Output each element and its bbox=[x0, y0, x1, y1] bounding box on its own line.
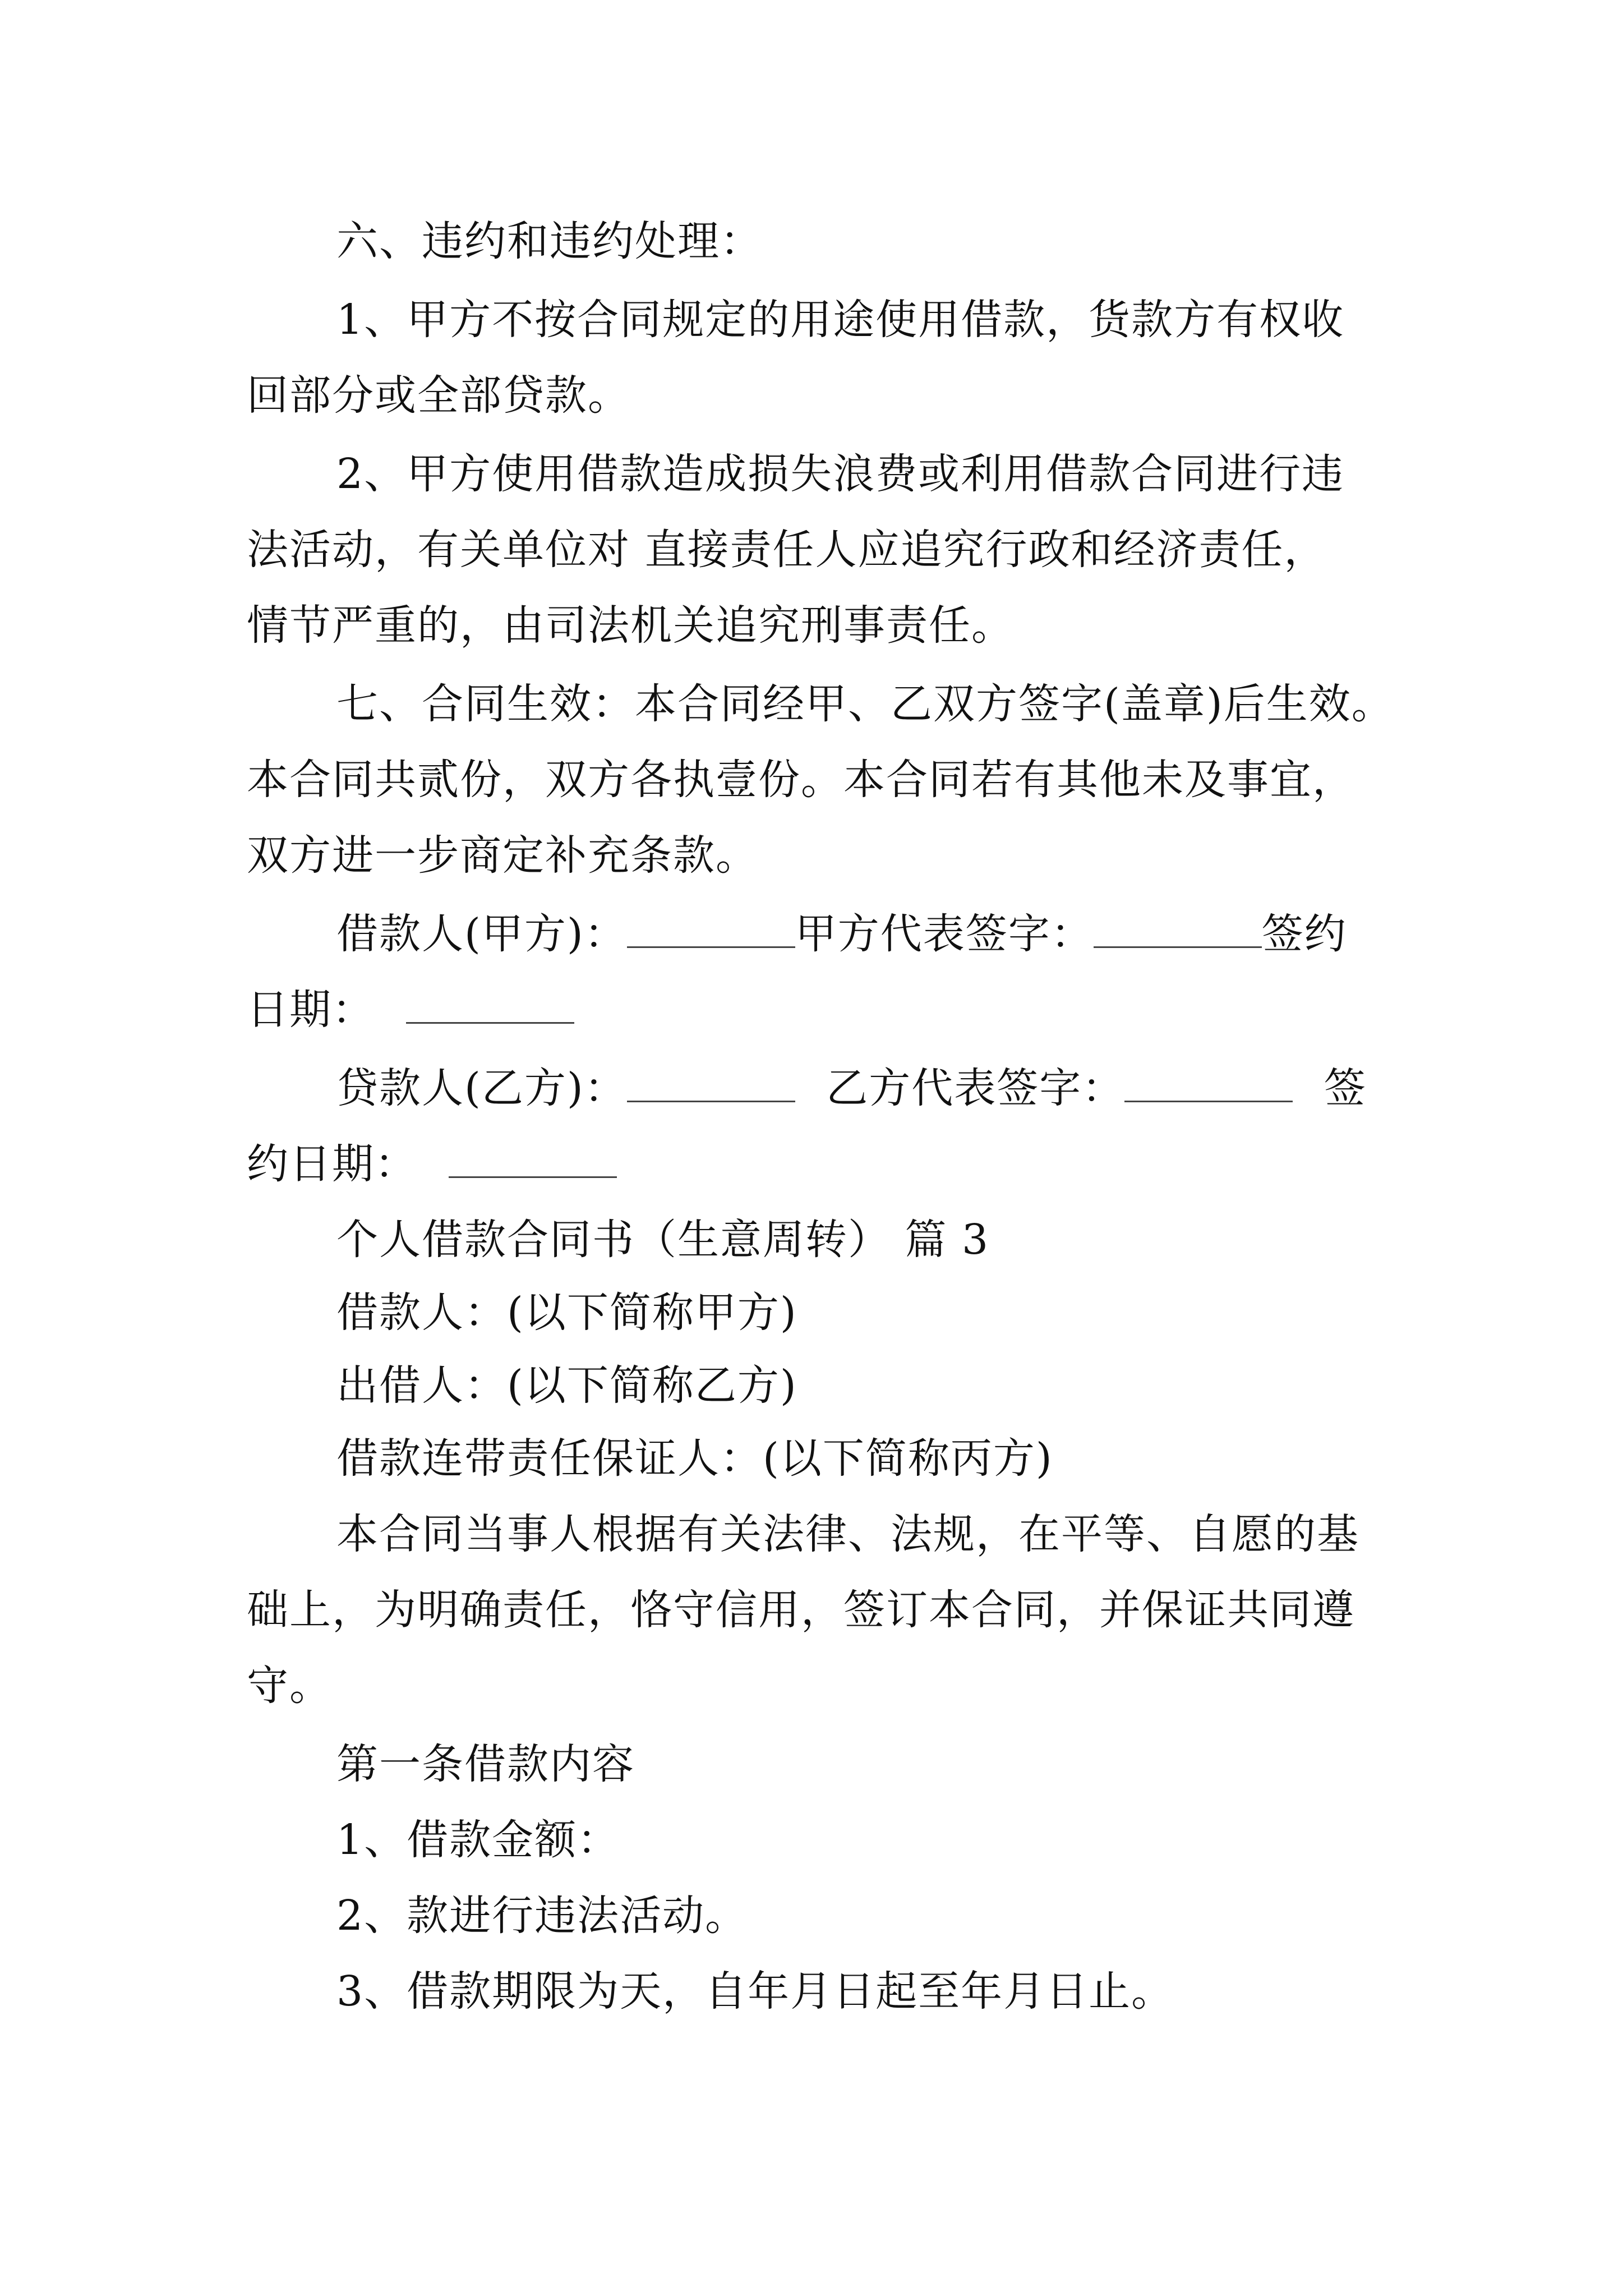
signature-line-b bbox=[336, 1060, 1503, 1116]
rep-b-blank bbox=[1124, 1061, 1293, 1102]
lender-b-blank bbox=[627, 1061, 795, 1102]
section-seven-line-3: 双方进一步商定补充条款。 bbox=[247, 831, 758, 880]
rep-a-label: 甲方代表签字： bbox=[795, 910, 1094, 958]
rep-a-blank bbox=[1094, 907, 1262, 948]
signature-line-a bbox=[336, 906, 1503, 962]
contract-title: 个人借款合同书（生意周转） 篇 3 bbox=[336, 1216, 990, 1264]
borrower-a-blank bbox=[627, 907, 795, 948]
sign-label-b: 签 bbox=[1324, 1064, 1367, 1112]
clause-6-2-line-1: 2、甲方使用借款造成损失浪费或利用借款合同进行违 bbox=[336, 450, 1345, 498]
date-line-a bbox=[247, 982, 1413, 1038]
sign-label-a: 签约 bbox=[1261, 910, 1347, 958]
preamble-line-1: 本合同当事人根据有关法律、法规，在平等、自愿的基 bbox=[336, 1510, 1359, 1558]
section-seven-line-2: 本合同共贰份，双方各执壹份。本合同若有其他未及事宜， bbox=[247, 756, 1355, 804]
date-b-label: 约日期： bbox=[247, 1140, 417, 1188]
section-six-heading: 六、违约和违约处理： bbox=[336, 217, 763, 265]
clause-6-2-line-2: 法活动，有关单位对 直接责任人应追究行政和经济责任， bbox=[247, 526, 1327, 574]
date-a-label: 日期： bbox=[247, 986, 375, 1034]
date-line-b bbox=[247, 1136, 1413, 1192]
party-guarantor: 借款连带责任保证人：(以下简称丙方) bbox=[336, 1434, 1053, 1483]
section-seven-line-1: 七、合同生效：本合同经甲、乙双方签字(盖章)后生效。 bbox=[336, 680, 1394, 728]
preamble-line-2: 础上，为明确责任，恪守信用，签订本合同，并保证共同遵 bbox=[247, 1586, 1355, 1634]
clause-6-1-line-2: 回部分或全部贷款。 bbox=[247, 371, 630, 420]
clause-6-2-line-3: 情节严重的，由司法机关追究刑事责任。 bbox=[247, 601, 1014, 650]
lender-b-label: 贷款人(乙方)： bbox=[336, 1064, 627, 1112]
clause-6-1-line-1: 1、甲方不按合同规定的用途使用借款，货款方有权收 bbox=[336, 296, 1345, 344]
party-lender: 出借人：(以下简称乙方) bbox=[336, 1361, 797, 1410]
article-one-item-2: 2、款进行违法活动。 bbox=[336, 1892, 748, 1940]
date-a-blank bbox=[406, 983, 574, 1024]
article-one-item-1: 1、借款金额： bbox=[336, 1816, 620, 1864]
borrower-a-label: 借款人(甲方)： bbox=[336, 910, 627, 958]
article-one-item-3: 3、借款期限为天，自年月日起至年月日止。 bbox=[336, 1967, 1174, 2016]
rep-b-label: 乙方代表签字： bbox=[826, 1064, 1125, 1112]
article-one-heading: 第一条借款内容 bbox=[336, 1740, 635, 1788]
party-borrower: 借款人：(以下简称甲方) bbox=[336, 1289, 797, 1337]
preamble-line-3: 守。 bbox=[247, 1662, 332, 1710]
date-b-blank bbox=[449, 1137, 617, 1178]
